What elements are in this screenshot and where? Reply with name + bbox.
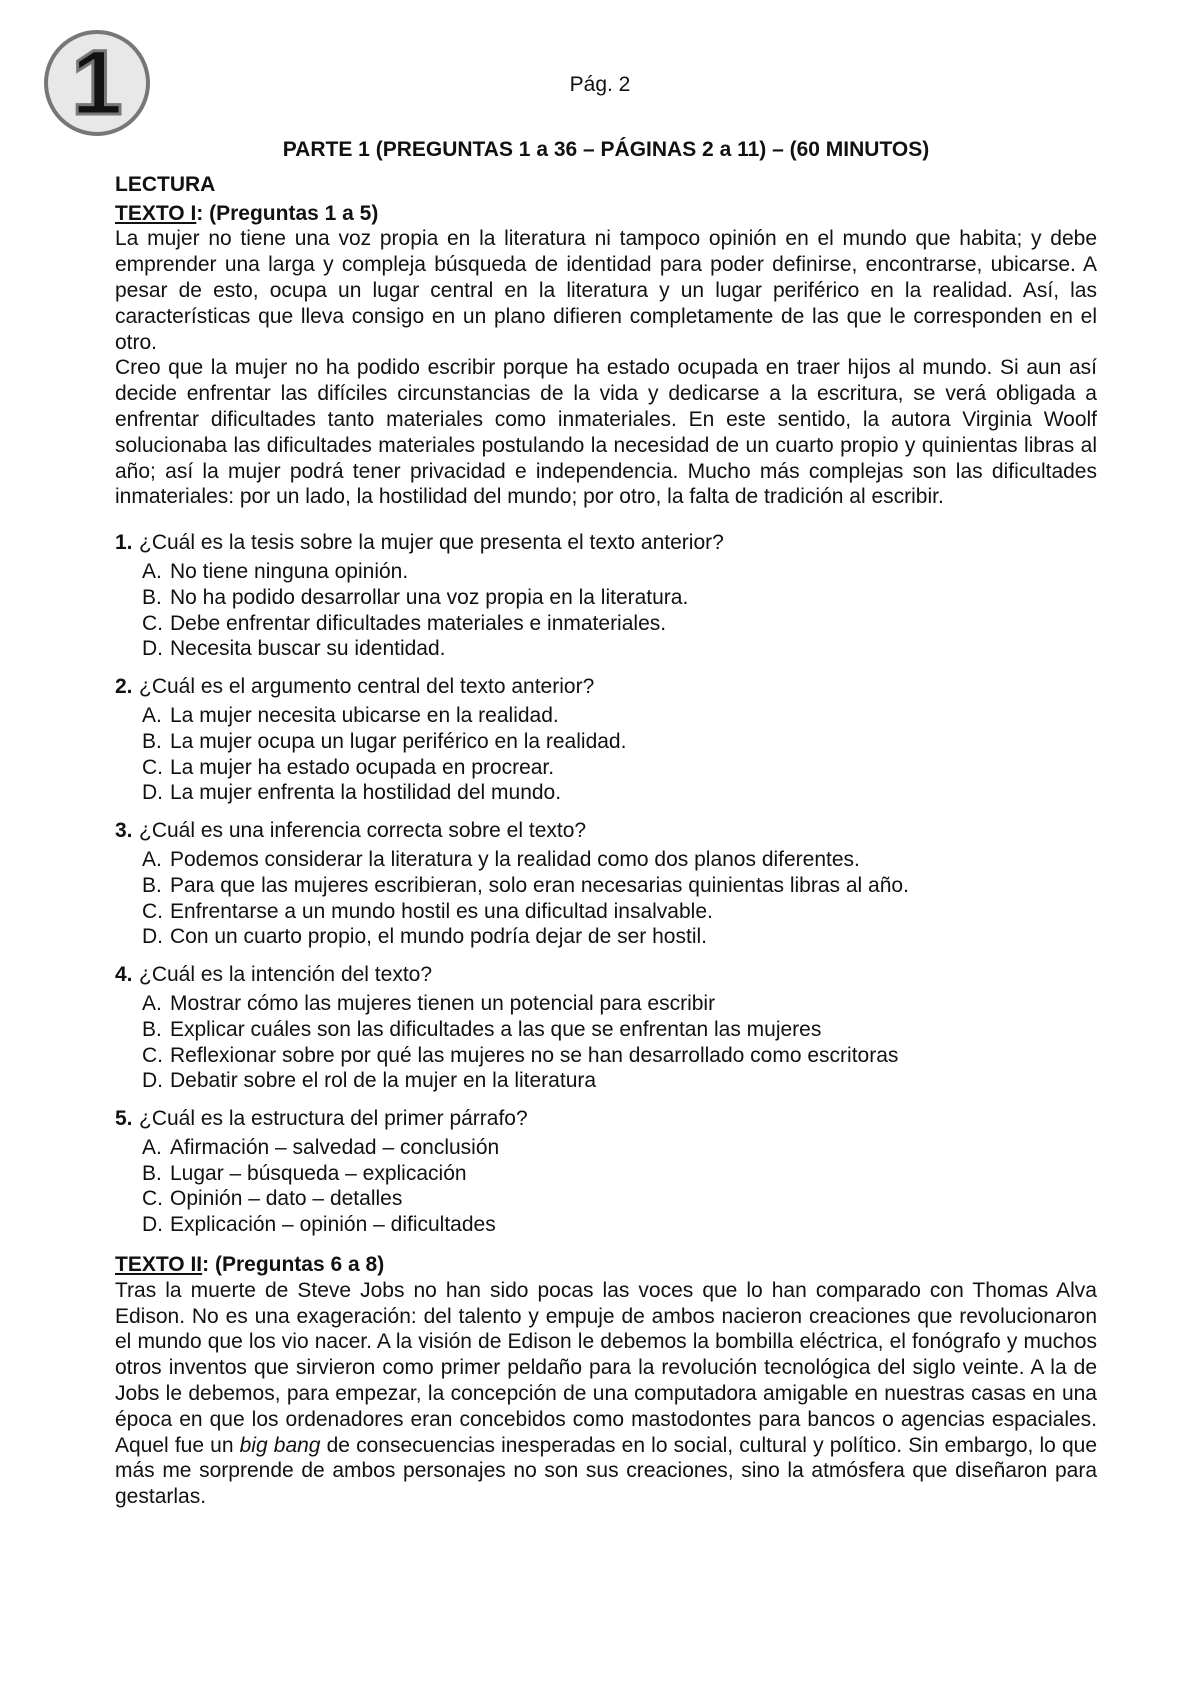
- option-letter: B.: [142, 729, 162, 753]
- option-letter: D.: [142, 925, 163, 949]
- answer-option: [142, 1161, 1097, 1187]
- answer-option: [142, 729, 1097, 755]
- option-text: Opinión – dato – detalles: [170, 1187, 403, 1211]
- option-letter: D.: [142, 637, 163, 661]
- question-number: 2.: [115, 675, 133, 699]
- answer-options: [115, 559, 1097, 662]
- answer-option: [142, 991, 1097, 1017]
- option-text: Necesita buscar su identidad.: [170, 637, 446, 661]
- section-title: LECTURA: [115, 172, 216, 196]
- option-letter: B.: [142, 1161, 162, 1185]
- part-number: 1: [71, 32, 123, 134]
- answer-option: [142, 636, 1097, 662]
- answer-option: [142, 1043, 1097, 1069]
- question: [115, 1106, 1097, 1238]
- question: [115, 818, 1097, 950]
- page-number: Pág. 2: [569, 73, 631, 96]
- texto-1-label: TEXTO I: [115, 201, 197, 225]
- question: [115, 530, 1097, 662]
- option-letter: B.: [142, 873, 162, 897]
- option-letter: A.: [142, 847, 162, 871]
- answer-option: [142, 559, 1097, 585]
- option-text: Con un cuarto propio, el mundo podría dejar de ser hostil.: [170, 925, 707, 949]
- question-number: 4.: [115, 963, 133, 987]
- option-text: La mujer necesita ubicarse en la realidad.: [170, 703, 559, 727]
- option-text: Afirmación – salvedad – conclusión: [170, 1135, 500, 1159]
- texto-2-italic-term: big bang: [239, 1433, 321, 1457]
- answer-option: [142, 703, 1097, 729]
- question-number: 1.: [115, 531, 133, 555]
- answer-option: [142, 924, 1097, 950]
- option-text: Para que las mujeres escribieran, solo eran necesarias quinientas libras al año.: [170, 873, 909, 897]
- question-number: 3.: [115, 819, 133, 843]
- option-letter: A.: [142, 703, 162, 727]
- question-text: ¿Cuál es una inferencia correcta sobre el texto?: [139, 819, 587, 843]
- option-text: No tiene ninguna opinión.: [170, 559, 409, 583]
- option-letter: D.: [142, 1213, 163, 1237]
- option-letter: C.: [142, 1187, 163, 1211]
- texto-2-range: : (Preguntas 6 a 8): [202, 1253, 385, 1277]
- answer-option: [142, 611, 1097, 637]
- answer-option: [142, 873, 1097, 899]
- texto-1-paragraph: Creo que la mujer no ha podido escribir porque ha estado ocupada en traer hijos al mundo. Si aun así decide enfrentar las difíciles circunstancias de la vida y dedicarse a la escritura, se verá obligada a enfrentar dificultades tanto materiales como inmateriales. En este sentido, la autora Virginia Woolf solucionaba las dificultades materiales postulando la necesidad de un cuarto propio y quinientas libras al año; así la mujer podrá tener privacidad e independencia. Mucho más complejas son las dificultades inmateriales: por un lado, la hostilidad del mundo; por otro, la falta de tradición al escribir.: [115, 356, 1097, 509]
- option-text: Lugar – búsqueda – explicación: [170, 1161, 467, 1185]
- option-letter: B.: [142, 1017, 162, 1041]
- option-letter: A.: [142, 559, 162, 583]
- option-letter: C.: [142, 755, 163, 779]
- answer-options: [115, 1135, 1097, 1238]
- answer-option: [142, 1068, 1097, 1094]
- option-text: La mujer ocupa un lugar periférico en la realidad.: [170, 729, 627, 753]
- option-text: Explicación – opinión – dificultades: [170, 1213, 496, 1237]
- option-text: Debe enfrentar dificultades materiales e inmateriales.: [170, 611, 667, 635]
- question-text: ¿Cuál es la tesis sobre la mujer que presenta el texto anterior?: [139, 531, 724, 555]
- option-letter: C.: [142, 899, 163, 923]
- answer-options: [115, 703, 1097, 806]
- answer-option: [142, 780, 1097, 806]
- question-stem: [115, 674, 1097, 700]
- option-letter: C.: [142, 611, 163, 635]
- answer-option: [142, 899, 1097, 925]
- question-stem: [115, 1106, 1097, 1132]
- option-letter: C.: [142, 1043, 163, 1067]
- question-text: ¿Cuál es el argumento central del texto anterior?: [139, 675, 595, 699]
- option-text: Debatir sobre el rol de la mujer en la literatura: [170, 1069, 597, 1093]
- texto-2-text-start: Tras la muerte de Steve Jobs no han sido pocas las voces que lo han comparado con Thomas Alva Edison. No es una exageración: del talento y empuje de ambos nacieron creaciones que revolucionaron el mundo que los vio nacer. A la visión de Edison le debemos la bombilla eléctrica, el fonógrafo y muchos otros inventos que sirvieron como primer peldaño para la revolución tecnológica del siglo veinte. A la de Jobs le debemos, para empezar, la concepción de una computadora amigable en nuestras casas en una época en que los ordenadores eran concebidos como mastodontes para bancos o agencias espaciales. Aquel fue un: [115, 1278, 1097, 1457]
- option-text: Explicar cuáles son las dificultades a las que se enfrentan las mujeres: [170, 1017, 822, 1041]
- texto-1-range: : (Preguntas 1 a 5): [196, 201, 379, 225]
- question-stem: [115, 962, 1097, 988]
- question-number: 5.: [115, 1107, 133, 1131]
- option-letter: A.: [142, 991, 162, 1015]
- question-stem: [115, 818, 1097, 844]
- texto-2-text-end: de consecuencias inesperadas en lo social, cultural y político. Sin embargo, lo que más me sorprende de ambos personajes no son sus creaciones, sino la atmósfera que diseñaron para gestarlas.: [115, 1433, 1098, 1509]
- question-stem: [115, 530, 1097, 556]
- option-letter: B.: [142, 585, 162, 609]
- texto-2-label: TEXTO II: [115, 1253, 203, 1277]
- answer-option: [142, 1017, 1097, 1043]
- option-letter: D.: [142, 1069, 163, 1093]
- answer-option: [142, 585, 1097, 611]
- option-text: Reflexionar sobre por qué las mujeres no se han desarrollado como escritoras: [170, 1043, 899, 1067]
- question-text: ¿Cuál es la intención del texto?: [139, 963, 433, 987]
- answer-options: [115, 847, 1097, 950]
- option-text: La mujer ha estado ocupada en procrear.: [170, 755, 555, 779]
- answer-options: [115, 991, 1097, 1094]
- question-text: ¿Cuál es la estructura del primer párrafo?: [139, 1107, 528, 1131]
- part-title: PARTE 1 (PREGUNTAS 1 a 36 – PÁGINAS 2 a 11) – (60 MINUTOS): [282, 138, 930, 161]
- exam-content: [115, 137, 1097, 1510]
- question: [115, 962, 1097, 1094]
- option-letter: A.: [142, 1135, 162, 1159]
- option-text: Mostrar cómo las mujeres tienen un potencial para escribir: [170, 991, 716, 1015]
- answer-option: [142, 847, 1097, 873]
- question: [115, 674, 1097, 806]
- option-text: No ha podido desarrollar una voz propia en la literatura.: [170, 585, 689, 609]
- answer-option: [142, 1186, 1097, 1212]
- answer-option: [142, 1212, 1097, 1238]
- texto-2-paragraph: [115, 1278, 1097, 1510]
- option-letter: D.: [142, 781, 163, 805]
- answer-option: [142, 1135, 1097, 1161]
- option-text: La mujer enfrenta la hostilidad del mundo.: [170, 781, 562, 805]
- texto-2-section: [115, 1252, 1097, 1510]
- option-text: Enfrentarse a un mundo hostil es una dificultad insalvable.: [170, 899, 713, 923]
- option-text: Podemos considerar la literatura y la realidad como dos planos diferentes.: [170, 847, 860, 871]
- texto-1-paragraph: La mujer no tiene una voz propia en la literatura ni tampoco opinión en el mundo que habita; y debe emprender una larga y compleja búsqueda de identidad para poder definirse, encontrarse, ubicarse. A pesar de esto, ocupa un lugar central en la literatura y un lugar periférico en la realidad. Así, las características que lleva consigo en un plano difieren completamente de las que le corresponden en el otro.: [115, 227, 1097, 354]
- texto-1-heading: [115, 201, 1097, 227]
- texto-2-heading: [115, 1252, 1097, 1278]
- answer-option: [142, 755, 1097, 781]
